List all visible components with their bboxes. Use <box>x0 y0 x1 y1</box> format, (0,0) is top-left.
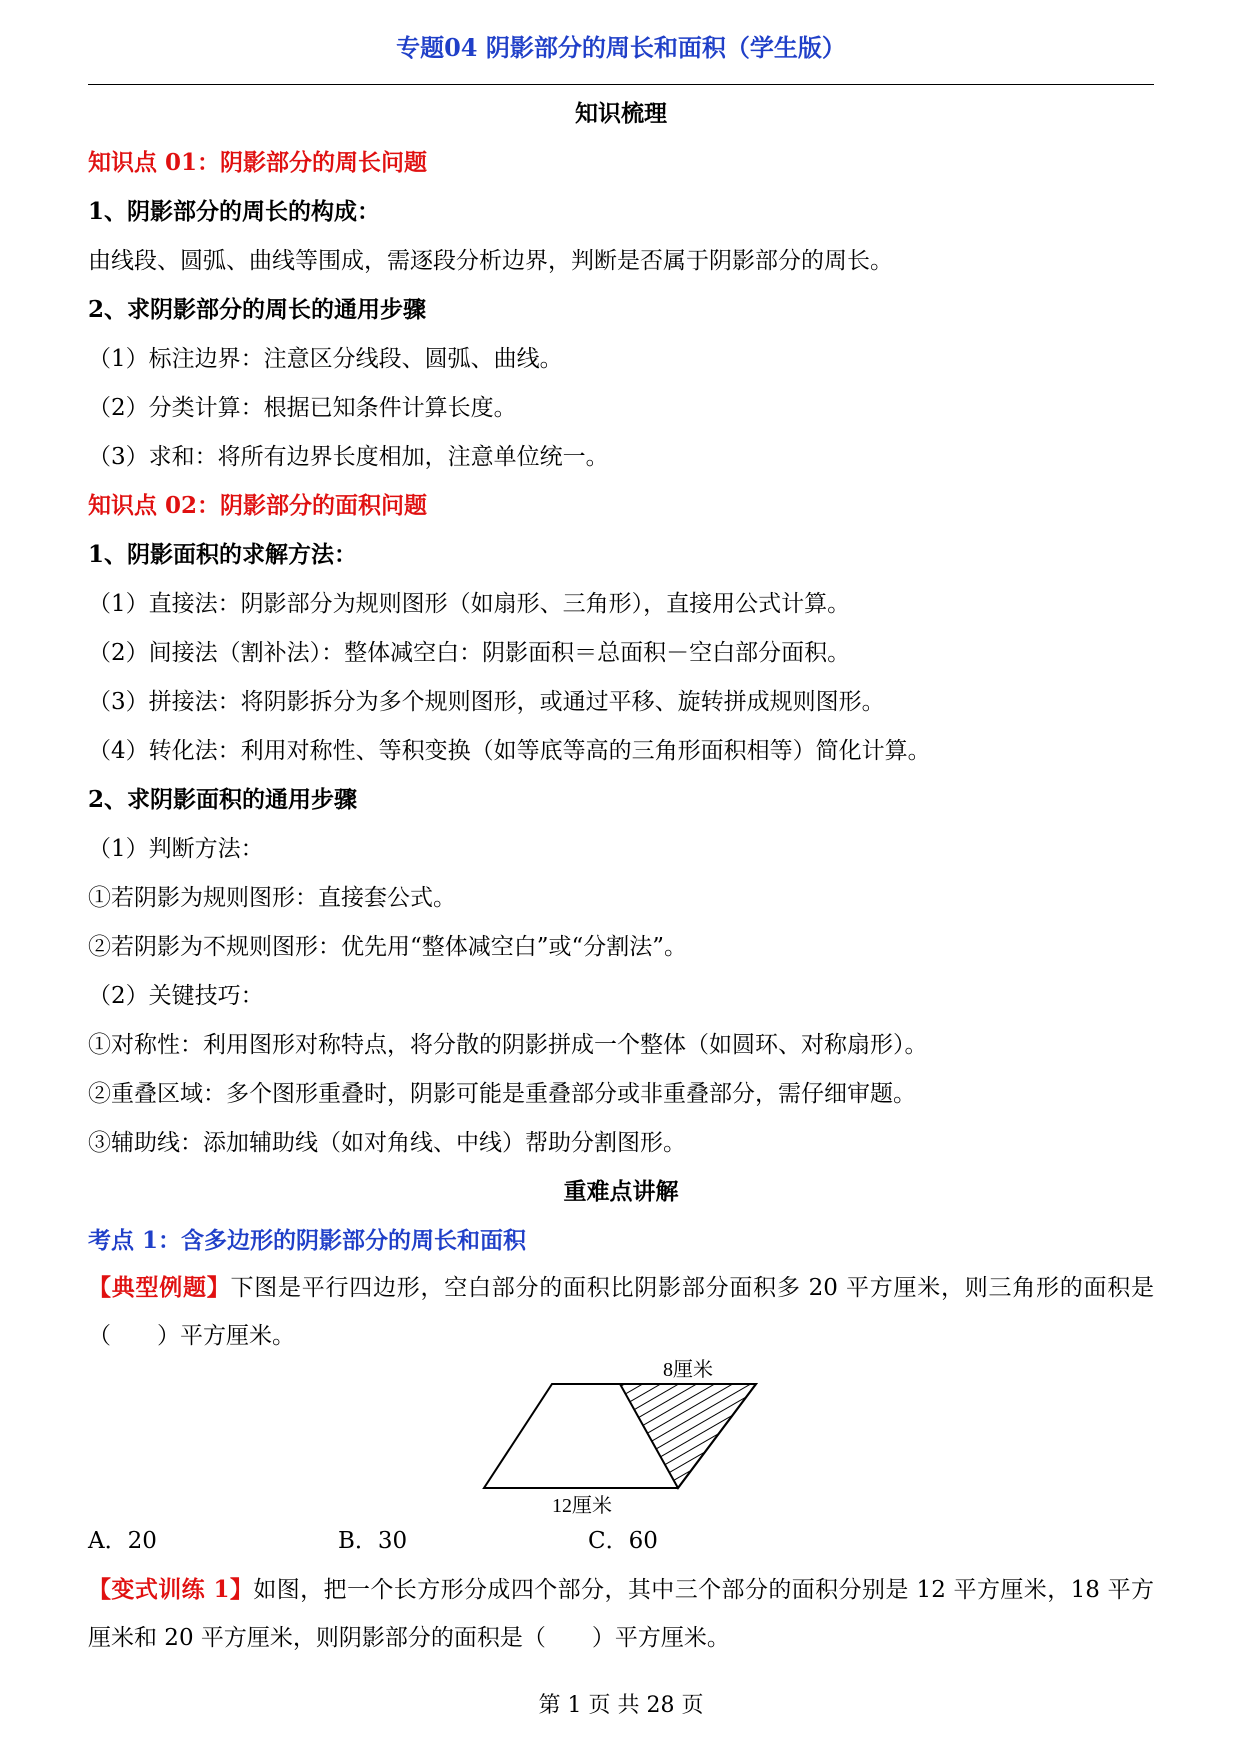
example-question <box>88 1264 1154 1360</box>
kp1-sub1-text: 由线段、圆弧、曲线等围成，需逐段分析边界，判断是否属于阴影部分的周长。 <box>88 248 893 274</box>
variant-text: 如图，把一个长方形分成四个部分，其中三个部分的面积分别是 12 平方厘米，18 平方厘米和 20 平方厘米，则阴影部分的面积是（ ）平方厘米。 <box>88 1577 1155 1651</box>
parallelogram-figure <box>470 1348 770 1518</box>
section-heading-key-points: 重难点讲解 <box>563 1178 679 1205</box>
kp2-judge-item-1: ①若阴影为规则图形：直接套公式。 <box>88 885 456 911</box>
kp2-tip-3: ③辅助线：添加辅助线（如对角线、中线）帮助分割图形。 <box>88 1130 686 1156</box>
option-c: C．60 <box>588 1528 658 1554</box>
kp2-tips-heading: （2）关键技巧： <box>88 983 264 1009</box>
top-length-label: 8厘米 <box>663 1359 713 1381</box>
example-tag: 【典型例题】 <box>88 1274 231 1301</box>
kp2-subheading-1: 1、阴影面积的求解方法： <box>88 541 358 568</box>
kp1-step-1: （1）标注边界：注意区分线段、圆弧、曲线。 <box>88 346 563 372</box>
kp2-tip-2: ②重叠区域：多个图形重叠时，阴影可能是重叠部分或非重叠部分，需仔细审题。 <box>88 1081 916 1107</box>
kp2-judge-heading: （1）判断方法： <box>88 836 264 862</box>
page-footer: 第 1 页 共 28 页 <box>538 1693 704 1718</box>
option-a: A．20 <box>88 1528 157 1554</box>
page-header-title: 专题04 阴影部分的周长和面积（学生版） <box>396 33 846 62</box>
kp2-method-3: （3）拼接法：将阴影拆分为多个规则图形，或通过平移、旋转拼成规则图形。 <box>88 689 885 715</box>
knowledge-point-2-title: 知识点 02：阴影部分的面积问题 <box>88 492 428 519</box>
kp1-subheading-1: 1、阴影部分的周长的构成： <box>88 198 381 225</box>
kp2-subheading-2: 2、求阴影面积的通用步骤 <box>88 786 358 813</box>
kp2-judge-item-2: ②若阴影为不规则图形：优先用“整体减空白”或“分割法”。 <box>88 934 688 960</box>
exam-point-1-title: 考点 1：含多边形的阴影部分的周长和面积 <box>88 1227 527 1254</box>
variant-tag: 【变式训练 1】 <box>88 1576 254 1603</box>
kp1-subheading-2: 2、求阴影部分的周长的通用步骤 <box>88 296 427 323</box>
kp2-method-2: （2）间接法（割补法）：整体减空白：阴影面积＝总面积－空白部分面积。 <box>88 640 851 666</box>
section-heading-knowledge: 知识梳理 <box>575 100 667 127</box>
knowledge-point-1-title: 知识点 01：阴影部分的周长问题 <box>88 149 428 176</box>
shaded-triangle <box>620 1384 756 1488</box>
option-b: B．30 <box>338 1528 408 1554</box>
header-divider <box>88 84 1154 85</box>
kp1-step-2: （2）分类计算：根据已知条件计算长度。 <box>88 395 517 421</box>
variant-question <box>88 1566 1154 1662</box>
bottom-length-label: 12厘米 <box>552 1495 612 1517</box>
kp2-method-1: （1）直接法：阴影部分为规则图形（如扇形、三角形），直接用公式计算。 <box>88 591 851 617</box>
example-text: 下图是平行四边形，空白部分的面积比阴影部分面积多 20 平方厘米，则三角形的面积是（ ）平方厘米。 <box>88 1275 1154 1349</box>
kp2-tip-1: ①对称性：利用图形对称特点，将分散的阴影拼成一个整体（如圆环、对称扇形）。 <box>88 1032 928 1058</box>
kp2-method-4: （4）转化法：利用对称性、等积变换（如等底等高的三角形面积相等）简化计算。 <box>88 738 931 764</box>
kp1-step-3: （3）求和：将所有边界长度相加，注意单位统一。 <box>88 444 609 470</box>
